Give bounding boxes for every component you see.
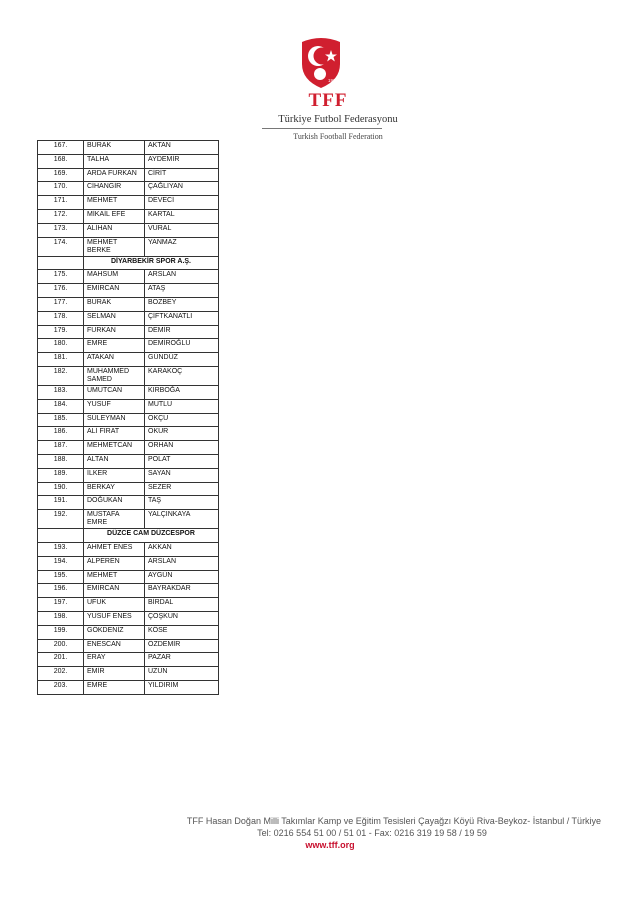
player-number: 172.	[38, 209, 84, 223]
table-row	[38, 482, 219, 496]
player-last-name: PAZAR	[145, 653, 219, 667]
table-row	[38, 653, 219, 667]
player-first-name: MAHSUM	[84, 270, 145, 284]
player-last-name: AYDEMİR	[145, 154, 219, 168]
player-last-name: DEMİROĞLU	[145, 339, 219, 353]
table-row	[38, 427, 219, 441]
player-number: 187.	[38, 441, 84, 455]
player-number: 202.	[38, 667, 84, 681]
player-number: 198.	[38, 611, 84, 625]
player-number: 203.	[38, 680, 84, 694]
player-last-name: ATAŞ	[145, 284, 219, 298]
table-row	[38, 510, 219, 529]
player-number: 193.	[38, 542, 84, 556]
table-row	[38, 339, 219, 353]
club-name: DÜZCE CAM DÜZCESPOR	[84, 529, 219, 543]
player-last-name: SEZER	[145, 482, 219, 496]
player-last-name: TAŞ	[145, 496, 219, 510]
player-number: 173.	[38, 223, 84, 237]
player-last-name: ÇOŞKUN	[145, 611, 219, 625]
table-row	[38, 441, 219, 455]
player-first-name: UFUK	[84, 598, 145, 612]
player-first-name: EMİRCAN	[84, 284, 145, 298]
player-last-name: BİRDAL	[145, 598, 219, 612]
table-row	[38, 209, 219, 223]
player-last-name: ARSLAN	[145, 270, 219, 284]
player-number: 167.	[38, 141, 84, 155]
table-row	[38, 542, 219, 556]
player-first-name: ALİ FIRAT	[84, 427, 145, 441]
table-row	[38, 141, 219, 155]
player-number: 176.	[38, 284, 84, 298]
player-list-table	[37, 140, 219, 695]
footer-address: TFF Hasan Doğan Milli Takımlar Kamp ve Eğitim Tesisleri Çayağzı Köyü Riva-Beykoz- İstanbul / Türkiye	[186, 816, 602, 826]
table-row	[38, 570, 219, 584]
table-row	[38, 598, 219, 612]
player-last-name: ÇİFTKANATLI	[145, 311, 219, 325]
player-number: 197.	[38, 598, 84, 612]
player-last-name: GÜNDÜZ	[145, 353, 219, 367]
player-number: 170.	[38, 182, 84, 196]
player-last-name: KARAKOÇ	[145, 366, 219, 385]
footer-website-link[interactable]: www.tff.org	[305, 840, 355, 850]
player-first-name: MEHMET BERKE	[84, 237, 145, 256]
table-row	[38, 154, 219, 168]
table-row	[38, 311, 219, 325]
player-last-name: DEMİR	[145, 325, 219, 339]
player-number: 199.	[38, 625, 84, 639]
player-number: 174.	[38, 237, 84, 256]
player-first-name: BURAK	[84, 141, 145, 155]
club-name: DİYARBEKİR SPOR A.Ş.	[84, 256, 219, 270]
player-first-name: FURKAN	[84, 325, 145, 339]
player-number: 191.	[38, 496, 84, 510]
player-number: 181.	[38, 353, 84, 367]
table-row	[38, 325, 219, 339]
tff-logo-icon	[298, 36, 344, 90]
player-last-name: VURAL	[145, 223, 219, 237]
table-row	[38, 366, 219, 385]
table-row	[38, 625, 219, 639]
player-number: 179.	[38, 325, 84, 339]
player-first-name: SÜLEYMAN	[84, 413, 145, 427]
player-last-name: YALÇINKAYA	[145, 510, 219, 529]
player-number: 188.	[38, 454, 84, 468]
player-first-name: CİHANGİR	[84, 182, 145, 196]
table-row	[38, 270, 219, 284]
player-first-name: TALHA	[84, 154, 145, 168]
player-first-name: ENESCAN	[84, 639, 145, 653]
player-last-name: AYGÜN	[145, 570, 219, 584]
player-number: 180.	[38, 339, 84, 353]
player-number: 177.	[38, 297, 84, 311]
player-number: 189.	[38, 468, 84, 482]
player-number: 201.	[38, 653, 84, 667]
table-row	[38, 182, 219, 196]
player-last-name: YILDIRIM	[145, 680, 219, 694]
player-first-name: EMİRCAN	[84, 584, 145, 598]
letterhead	[0, 0, 632, 150]
player-number: 171.	[38, 196, 84, 210]
player-last-name: ORHAN	[145, 441, 219, 455]
empty-cell	[38, 529, 84, 543]
table-row	[38, 196, 219, 210]
player-number: 186.	[38, 427, 84, 441]
table-row	[38, 353, 219, 367]
player-last-name: SAYAN	[145, 468, 219, 482]
player-last-name: AKTAN	[145, 141, 219, 155]
player-number: 190.	[38, 482, 84, 496]
brand-divider	[262, 128, 382, 129]
player-first-name: ATAKAN	[84, 353, 145, 367]
table-row	[38, 399, 219, 413]
footer-phone: Tel: 0216 554 51 00 / 51 01 - Fax: 0216 319 19 58 / 19 59	[257, 828, 487, 838]
brand-title: TFF	[308, 90, 348, 111]
table-row	[38, 223, 219, 237]
player-first-name: MEHMET	[84, 570, 145, 584]
player-number: 175.	[38, 270, 84, 284]
player-number: 200.	[38, 639, 84, 653]
player-first-name: ERAY	[84, 653, 145, 667]
player-number: 169.	[38, 168, 84, 182]
player-last-name: ÇAĞLIYAN	[145, 182, 219, 196]
table-row	[38, 667, 219, 681]
player-last-name: AKKAN	[145, 542, 219, 556]
player-first-name: YUSUF ENES	[84, 611, 145, 625]
table-row	[38, 385, 219, 399]
team-header-row	[38, 529, 219, 543]
player-first-name: AHMET ENES	[84, 542, 145, 556]
player-last-name: CİRİT	[145, 168, 219, 182]
table-row	[38, 468, 219, 482]
player-last-name: UZUN	[145, 667, 219, 681]
player-first-name: ARDA FURKAN	[84, 168, 145, 182]
player-first-name: GÖKDENİZ	[84, 625, 145, 639]
table-row	[38, 168, 219, 182]
player-last-name: KÖSE	[145, 625, 219, 639]
player-first-name: UMUTCAN	[84, 385, 145, 399]
player-last-name: DEVECİ	[145, 196, 219, 210]
player-first-name: EMRE	[84, 339, 145, 353]
table-row	[38, 584, 219, 598]
player-first-name: MUSTAFA EMRE	[84, 510, 145, 529]
player-number: 168.	[38, 154, 84, 168]
player-number: 196.	[38, 584, 84, 598]
player-first-name: SELMAN	[84, 311, 145, 325]
player-number: 195.	[38, 570, 84, 584]
player-number: 184.	[38, 399, 84, 413]
player-last-name: YANMAZ	[145, 237, 219, 256]
player-number: 182.	[38, 366, 84, 385]
table-row	[38, 454, 219, 468]
table-row	[38, 680, 219, 694]
player-first-name: EMİR	[84, 667, 145, 681]
player-first-name: MUHAMMED SAMED	[84, 366, 145, 385]
player-number: 194.	[38, 556, 84, 570]
player-last-name: MUTLU	[145, 399, 219, 413]
table-row	[38, 611, 219, 625]
player-number: 183.	[38, 385, 84, 399]
player-first-name: BURAK	[84, 297, 145, 311]
player-first-name: İLKER	[84, 468, 145, 482]
player-first-name: MİKAİL EFE	[84, 209, 145, 223]
player-number: 178.	[38, 311, 84, 325]
player-list-body	[38, 141, 219, 695]
player-first-name: ALTAN	[84, 454, 145, 468]
table-row	[38, 284, 219, 298]
player-first-name: MEHMET	[84, 196, 145, 210]
svg-text:1923: 1923	[328, 78, 339, 83]
table-row	[38, 297, 219, 311]
table-row	[38, 556, 219, 570]
player-last-name: OKÇU	[145, 413, 219, 427]
player-first-name: ALİHAN	[84, 223, 145, 237]
player-last-name: POLAT	[145, 454, 219, 468]
player-last-name: KARTAL	[145, 209, 219, 223]
empty-cell	[38, 256, 84, 270]
player-first-name: BERKAY	[84, 482, 145, 496]
player-last-name: BAYRAKDAR	[145, 584, 219, 598]
team-header-row	[38, 256, 219, 270]
player-last-name: ÖZDEMİR	[145, 639, 219, 653]
player-last-name: BOZBEY	[145, 297, 219, 311]
federation-name-tr: Türkiye Futbol Federasyonu	[278, 114, 398, 125]
player-number: 192.	[38, 510, 84, 529]
player-first-name: EMRE	[84, 680, 145, 694]
player-first-name: DOĞUKAN	[84, 496, 145, 510]
federation-name-en: Turkish Football Federation	[293, 132, 383, 141]
player-first-name: ALPEREN	[84, 556, 145, 570]
player-number: 185.	[38, 413, 84, 427]
player-last-name: KIRBOĞA	[145, 385, 219, 399]
table-row	[38, 413, 219, 427]
player-first-name: MEHMETCAN	[84, 441, 145, 455]
table-row	[38, 639, 219, 653]
table-row	[38, 237, 219, 256]
player-last-name: ARSLAN	[145, 556, 219, 570]
table-row	[38, 496, 219, 510]
player-first-name: YUSUF	[84, 399, 145, 413]
player-last-name: OKUR	[145, 427, 219, 441]
